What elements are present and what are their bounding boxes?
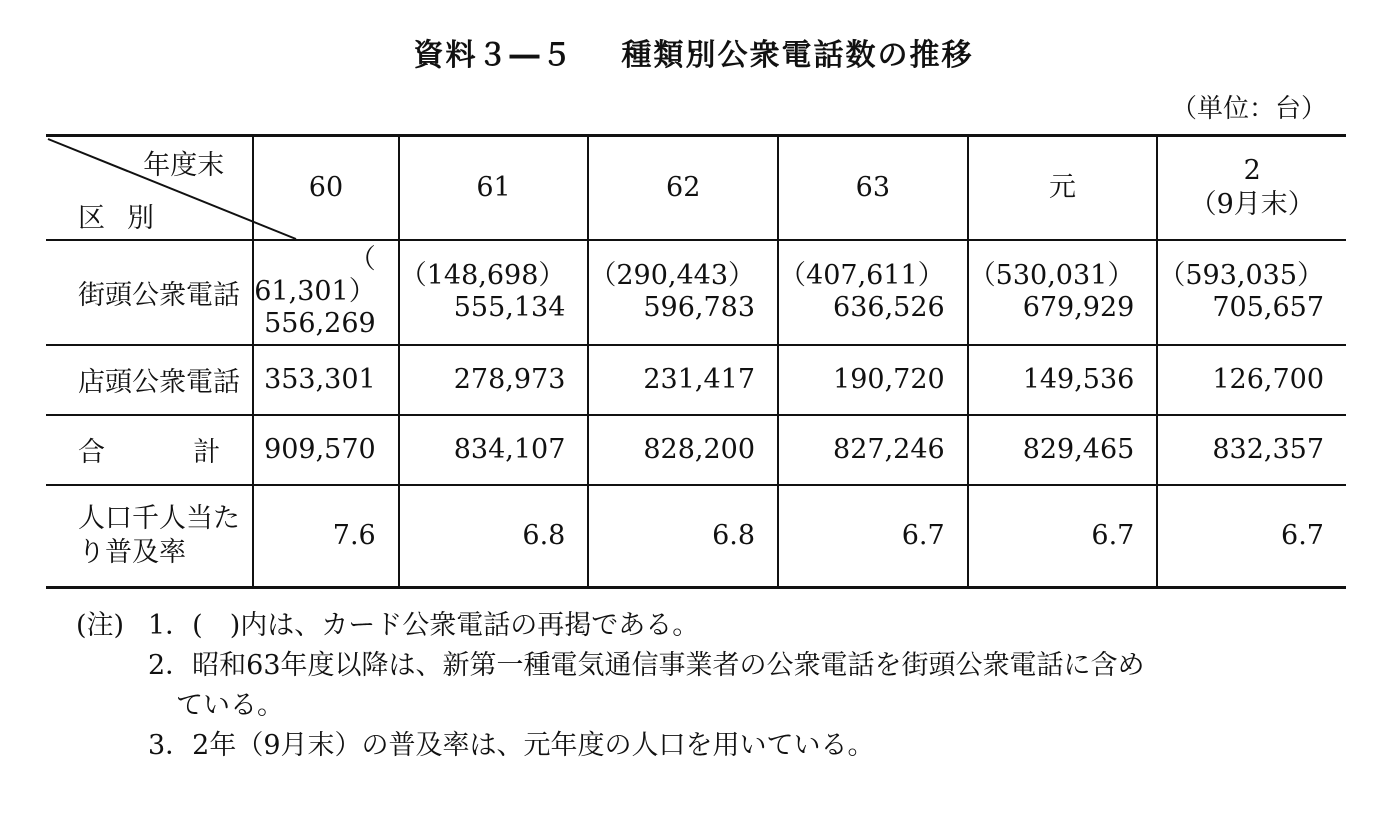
table-cell: （407,611） 636,526 xyxy=(778,240,968,345)
table-cell: （530,031） 679,929 xyxy=(968,240,1158,345)
corner-cell xyxy=(46,136,253,240)
table-row-street xyxy=(46,240,1346,345)
col-header-2-sub: （9月末） xyxy=(1189,188,1315,220)
header-row xyxy=(46,136,1346,240)
col-header-62: 62 xyxy=(588,136,778,240)
col-header-63: 63 xyxy=(778,136,968,240)
table-cell: 126,700 xyxy=(1157,345,1346,415)
table-cell: 149,536 xyxy=(968,345,1158,415)
title-number: 資料３―５ xyxy=(413,38,574,73)
row-label-rate xyxy=(46,485,253,588)
col-header-60: 60 xyxy=(253,136,398,240)
unit-label: （単位：台） xyxy=(1170,94,1327,124)
note-2-continued: ている。 xyxy=(176,690,284,721)
table-cell: 827,246 xyxy=(778,415,968,485)
table-cell: 6.8 xyxy=(588,485,778,588)
row-label-rate-line1: 人口千人当た xyxy=(78,502,240,534)
note-2: 2．昭和63年度以降は、新第一種電気通信事業者の公衆電話を街頭公衆電話に含め xyxy=(148,650,1145,681)
col-header-61: 61 xyxy=(399,136,589,240)
table-cell: 7.6 xyxy=(253,485,398,588)
row-label-total xyxy=(46,415,253,485)
note-3: 3．2年（9月末）の普及率は、元年度の人口を用いている。 xyxy=(148,730,875,761)
table-cell: （593,035） 705,657 xyxy=(1157,240,1346,345)
row-label-total-left: 合 xyxy=(78,437,105,468)
table-row-rate xyxy=(46,485,1346,588)
note-item xyxy=(76,606,1145,646)
table-cell: （290,443） 596,783 xyxy=(588,240,778,345)
table-row-shop xyxy=(46,345,1346,415)
table-cell: 834,107 xyxy=(399,415,589,485)
table-cell: 353,301 xyxy=(253,345,398,415)
page-title xyxy=(0,30,1387,74)
row-label-rate-line2: り普及率 xyxy=(78,536,186,568)
col-header-gan: 元 xyxy=(968,136,1158,240)
col-header-2 xyxy=(1157,136,1346,240)
title-text: 種類別公衆電話数の推移 xyxy=(621,38,974,73)
note-1: 1．( )内は、カード公衆電話の再掲である。 xyxy=(148,610,700,641)
table-cell: 6.7 xyxy=(1157,485,1346,588)
table-cell: 278,973 xyxy=(399,345,589,415)
table-cell: 832,357 xyxy=(1157,415,1346,485)
table-cell: 829,465 xyxy=(968,415,1158,485)
corner-bottom-label: 区別 xyxy=(78,202,176,234)
notes-section xyxy=(76,606,1145,766)
public-phone-table xyxy=(46,134,1346,589)
table-row-total xyxy=(46,415,1346,485)
table-cell: 6.7 xyxy=(968,485,1158,588)
table-cell: 6.7 xyxy=(778,485,968,588)
table-cell: 828,200 xyxy=(588,415,778,485)
table-cell: 6.8 xyxy=(399,485,589,588)
row-label-shop: 店頭公衆電話 xyxy=(78,367,240,398)
corner-top-label: 年度末 xyxy=(143,150,225,181)
row-label-street: 街頭公衆電話 xyxy=(78,279,240,311)
row-label-total-right: 計 xyxy=(193,437,221,468)
table-cell: （148,698） 555,134 xyxy=(399,240,589,345)
table-cell: 231,417 xyxy=(588,345,778,415)
table-cell: 190,720 xyxy=(778,345,968,415)
table-cell: 909,570 xyxy=(253,415,398,485)
table-cell: （ 61,301） 556,269 xyxy=(253,240,398,345)
notes-prefix: (注) xyxy=(76,610,125,641)
col-header-2-year: 2 xyxy=(1243,154,1261,186)
